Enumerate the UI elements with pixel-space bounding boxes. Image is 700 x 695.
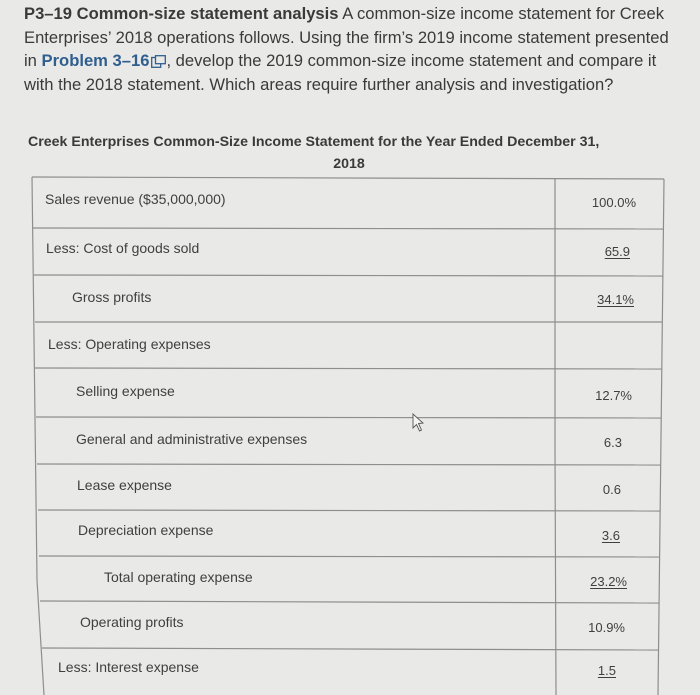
problem-number: P3–19 bbox=[24, 4, 72, 23]
row-value-total-operating-expense: 23.2% bbox=[590, 574, 627, 589]
row-value-operating-profits: 10.9% bbox=[588, 620, 625, 635]
row-value-interest-expense: 1.5 bbox=[597, 663, 616, 678]
problem-reference-link[interactable]: Problem 3–16 bbox=[41, 51, 150, 71]
row-label-gross-profits: Gross profits bbox=[72, 289, 152, 305]
row-value-general-admin-expenses: 6.3 bbox=[603, 435, 622, 450]
problem-text-part2: , develop the 2019 common-size income statement and compare it with the 2018 statement. Which areas require further analysis and investigation? bbox=[24, 51, 657, 94]
row-label-cost-of-goods-sold: Less: Cost of goods sold bbox=[46, 240, 200, 256]
document-icon[interactable] bbox=[151, 51, 166, 64]
row-label-operating-profits: Operating profits bbox=[80, 614, 184, 630]
row-label-general-admin-expenses: General and administrative expenses bbox=[76, 431, 308, 447]
problem-statement bbox=[24, 2, 684, 96]
row-value-sales-revenue: 100.0% bbox=[591, 195, 636, 210]
row-value-lease-expense: 0.6 bbox=[602, 482, 621, 497]
row-value-depreciation-expense: 3.6 bbox=[601, 528, 620, 543]
row-value-gross-profits: 34.1% bbox=[597, 292, 634, 307]
row-label-total-operating-expense: Total operating expense bbox=[104, 569, 253, 585]
row-label-sales-revenue: Sales revenue ($35,000,000) bbox=[45, 191, 226, 207]
problem-text-part1: A common-size income statement for Creek Enterprises’ 2018 operations follows. Using the firm’s 2019 income statement presented in bbox=[24, 4, 669, 71]
statement-caption-line1: Creek Enterprises Common-Size Income Statement for the Year Ended December 31, bbox=[28, 134, 600, 150]
row-label-depreciation-expense: Depreciation expense bbox=[78, 522, 214, 538]
statement-caption bbox=[28, 131, 678, 175]
row-value-cost-of-goods-sold: 65.9 bbox=[604, 244, 630, 259]
row-value-selling-expense: 12.7% bbox=[595, 388, 632, 403]
statement-caption-year: 2018 bbox=[333, 156, 365, 172]
row-label-operating-expenses: Less: Operating expenses bbox=[48, 336, 211, 352]
problem-title: Common-size statement analysis bbox=[76, 4, 339, 23]
row-label-interest-expense: Less: Interest expense bbox=[58, 659, 199, 675]
row-label-selling-expense: Selling expense bbox=[76, 383, 175, 399]
row-label-lease-expense: Lease expense bbox=[77, 477, 172, 493]
mouse-cursor-icon bbox=[413, 414, 423, 431]
